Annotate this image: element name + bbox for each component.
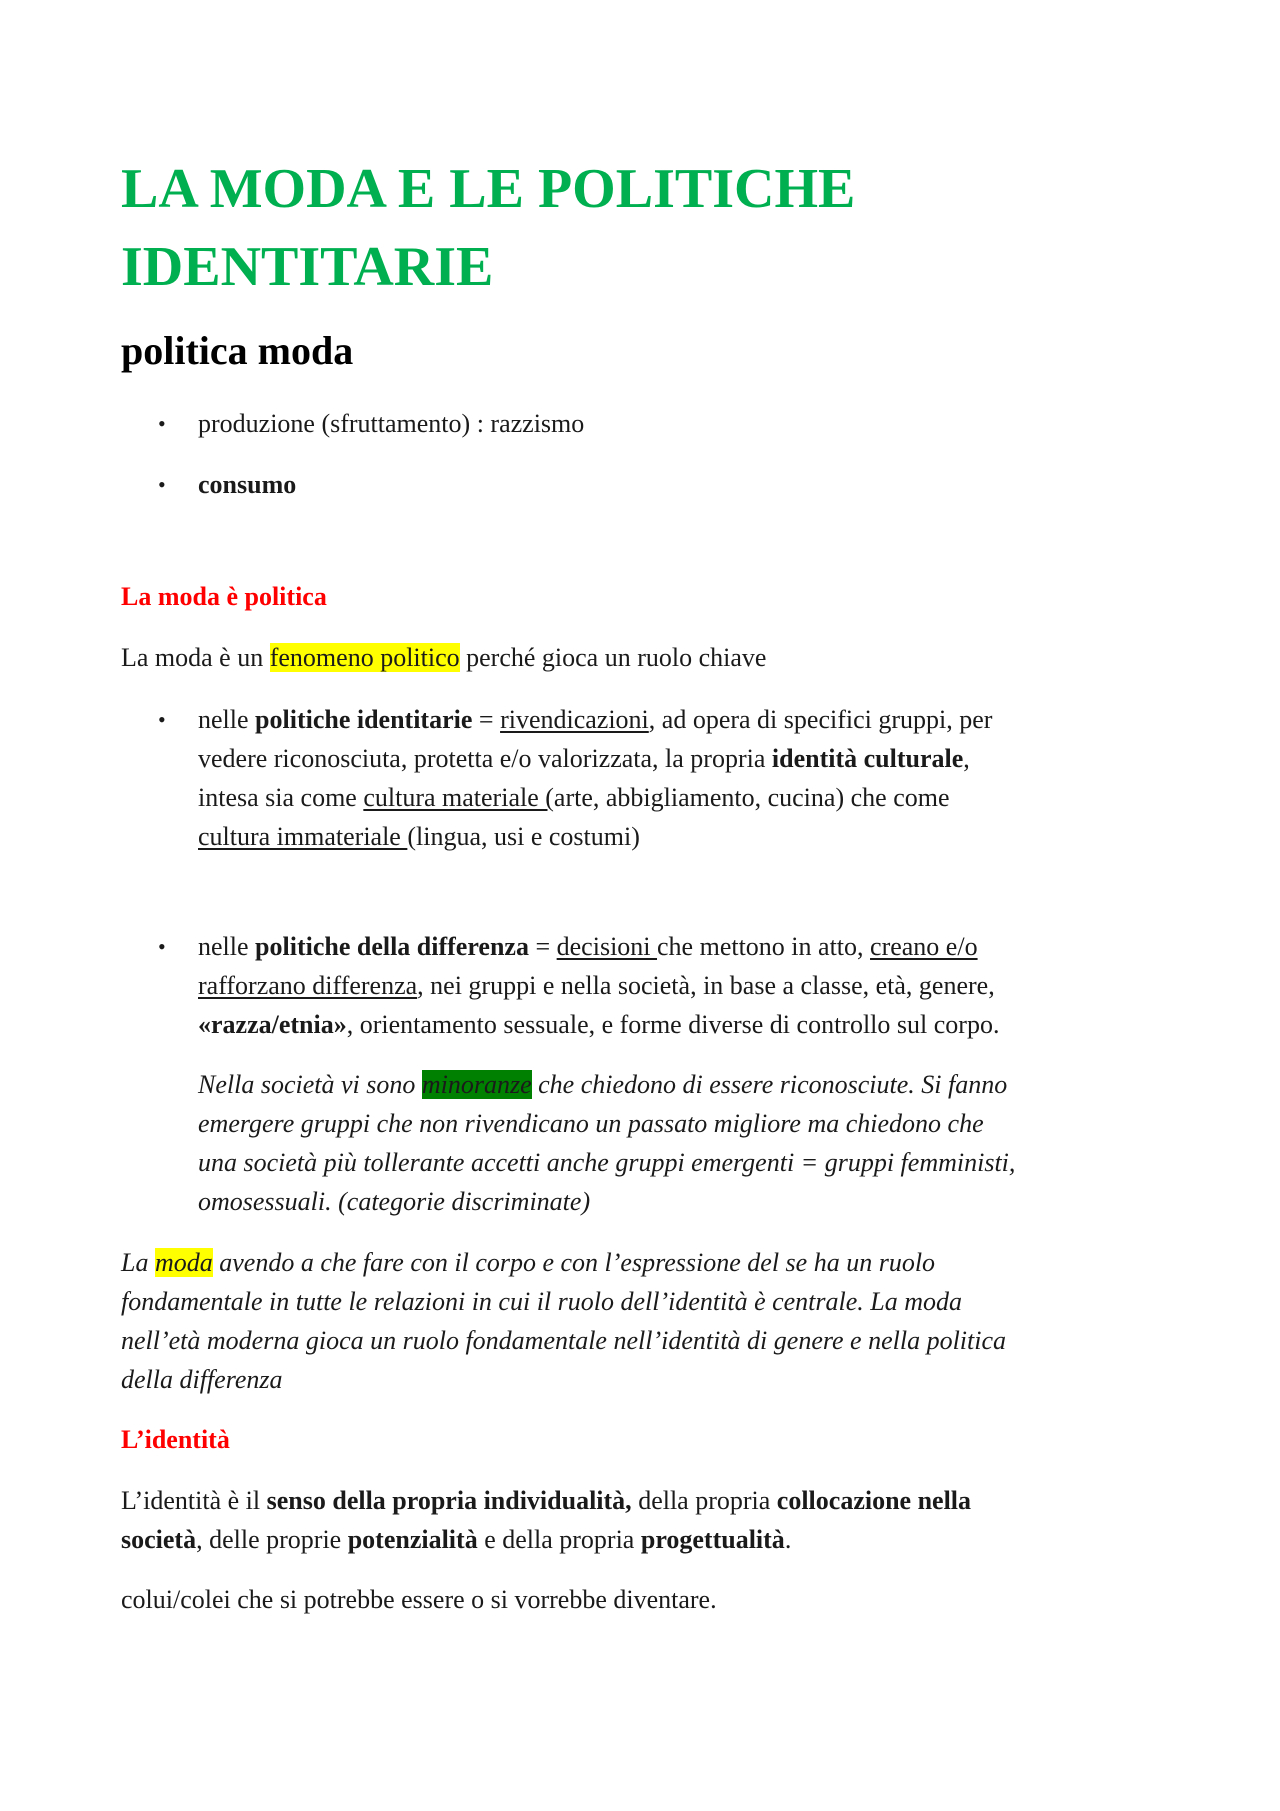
list-item-identity-politics: nelle politiche identitarie = rivendicazioni, ad opera di specifici gruppi, per vedere riconosciuta, protetta e/o valorizzata, la propria identità culturale, intesa sia come cultura materiale (arte, abbigliamento, cucina) che come cultura immateriale (lingua, usi e costumi) xyxy=(198,705,993,851)
bullet-marker: • xyxy=(158,411,166,436)
closing-line: colui/colei che si potrebbe essere o si vorrebbe diventare. xyxy=(121,1585,717,1614)
highlighted-text: fenomeno politico xyxy=(269,643,460,672)
bullet-marker: • xyxy=(158,934,166,959)
list-item: consumo xyxy=(198,470,297,499)
list-item-difference-politics: nelle politiche della differenza = decisioni che mettono in atto, creano e/o rafforzano differenza, nei gruppi e nella società, in base a classe, età, genere, «razza/etnia», orientamento sessuale, e forme diverse di controllo sul corpo. xyxy=(198,932,1000,1039)
bullet-marker: • xyxy=(158,707,166,732)
section-subtitle: politica moda xyxy=(121,328,354,373)
identity-paragraph: L’identità è il senso della propria individualità, della propria collocazione nella società, delle proprie potenzialità e della propria progettualità. xyxy=(121,1486,972,1554)
intro-paragraph: La moda è un fenomeno politico perché gioca un ruolo chiave xyxy=(121,643,767,672)
italic-paragraph: La moda avendo a che fare con il corpo e con l’espressione del se ha un ruolo fondamentale in tutte le relazioni in cui il ruolo dell’identità è centrale. La moda nell’età moderna gioca un ruolo fondamentale nell’identità di genere e nella politica della differenza xyxy=(121,1248,1007,1394)
italic-note: Nella società vi sono minoranze che chiedono di essere riconosciute. Si fanno emergere gruppi che non rivendicano un passato migliore ma chiedono che una società più tollerante accetti anche gruppi emergenti = gruppi femministi, omosessuali. (categorie discriminate) xyxy=(198,1070,1016,1216)
bullet-marker: • xyxy=(158,472,166,497)
highlighted-text: moda xyxy=(154,1248,213,1277)
document-title: LA MODA E LE POLITICHE IDENTITARIE xyxy=(121,158,856,298)
list-item: produzione (sfruttamento) : razzismo xyxy=(198,409,585,438)
section-heading: L’identità xyxy=(121,1425,230,1454)
section-heading: La moda è politica xyxy=(121,582,327,611)
highlighted-text: minoranze xyxy=(421,1070,532,1099)
